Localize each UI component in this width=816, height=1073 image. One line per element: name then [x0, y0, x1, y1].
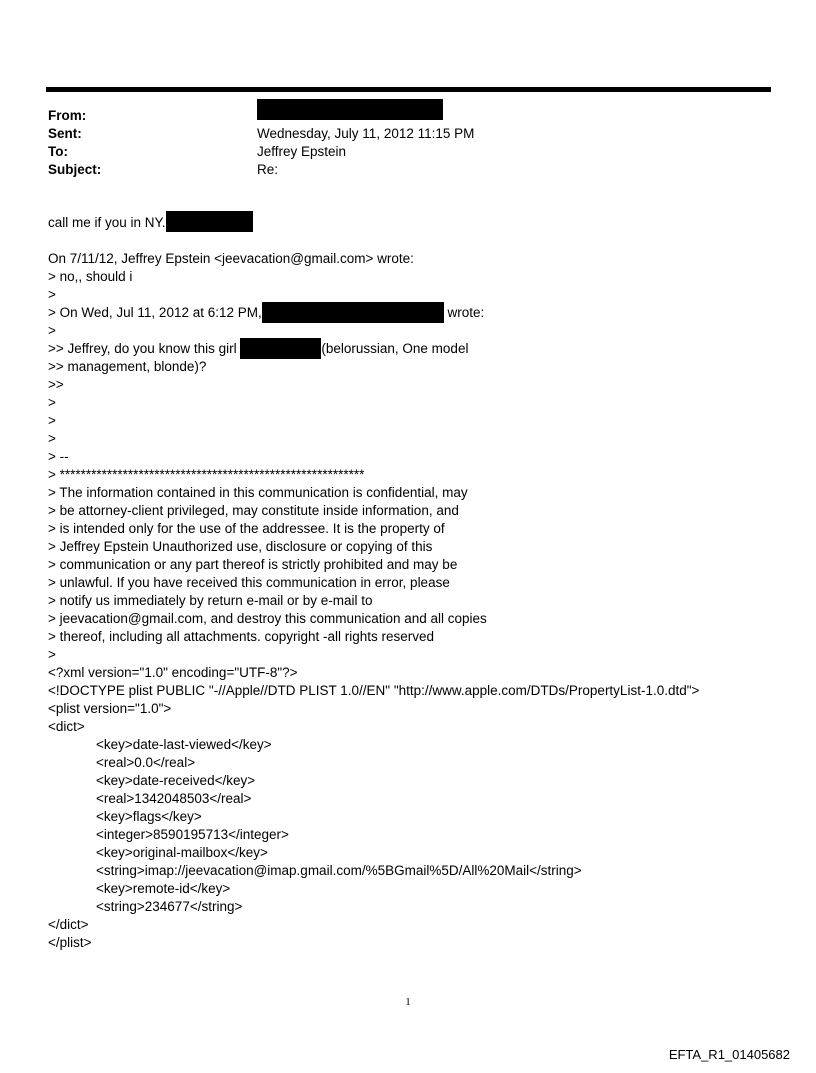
disclaimer-line: > thereof, including all attachments. copyright -all rights reserved — [48, 629, 435, 644]
wed-line-end: wrote: — [447, 305, 485, 320]
plist-close: </plist> — [48, 935, 92, 950]
xml-declaration: <?xml version="1.0" encoding="UTF-8"?> — [48, 665, 298, 680]
plist-open: <plist version="1.0"> — [48, 701, 172, 716]
quote-marker-double: >> — [48, 377, 64, 392]
redaction-block — [240, 338, 321, 359]
dict-entry: <real>0.0</real> — [96, 755, 196, 770]
disclaimer-line: > communication or any part thereof is strictly prohibited and may be — [48, 557, 458, 572]
subject-label: Subject: — [48, 162, 102, 177]
to-row — [48, 143, 748, 161]
subject-row — [48, 161, 748, 179]
quote-marker: > — [48, 647, 56, 662]
sent-row — [48, 125, 748, 143]
dict-entry: <integer>8590195713</integer> — [96, 827, 289, 842]
redaction-block — [262, 302, 444, 323]
document-id: EFTA_R1_01405682 — [668, 1047, 790, 1062]
question-line-1 — [48, 340, 778, 358]
redaction-block — [166, 211, 253, 232]
dict-entry: <real>1342048503</real> — [96, 791, 252, 806]
to-value: Jeffrey Epstein — [257, 144, 347, 159]
quote-marker: > — [48, 323, 56, 338]
from-row — [48, 107, 748, 125]
call-line-text: call me if you in NY. — [48, 215, 166, 230]
quote-marker: > — [48, 413, 56, 428]
dict-entry: <key>flags</key> — [96, 809, 202, 824]
dict-entry: <string>234677</string> — [96, 899, 243, 914]
dict-entry: <string>imap://jeevacation@imap.gmail.com/%5BGmail%5D/All%20Mail</string> — [96, 863, 582, 878]
disclaimer-line: > notify us immediately by return e-mail or by e-mail to — [48, 593, 373, 608]
quote-marker: > — [48, 431, 56, 446]
spacer — [48, 232, 778, 250]
redaction-block — [257, 99, 443, 120]
disclaimer-line: > be attorney-client privileged, may constitute inside information, and — [48, 503, 459, 518]
quote-marker: > — [48, 287, 56, 302]
reply-line: > no,, should i — [48, 269, 133, 284]
disclaimer-line: > The information contained in this communication is confidential, may — [48, 485, 468, 500]
signature-dash: > -- — [48, 449, 69, 464]
dict-entry: <key>date-last-viewed</key> — [96, 737, 272, 752]
sent-label: Sent: — [48, 126, 82, 141]
to-label: To: — [48, 144, 68, 159]
email-body — [48, 214, 778, 952]
sent-value: Wednesday, July 11, 2012 11:15 PM — [257, 126, 475, 141]
header-rule — [46, 87, 771, 92]
quote-marker: > — [48, 395, 56, 410]
from-value-redacted — [257, 107, 443, 125]
disclaimer-line: > is intended only for the use of the addressee. It is the property of — [48, 521, 445, 536]
call-line — [48, 214, 778, 232]
disclaimer-line: > Jeffrey Epstein Unauthorized use, disclosure or copying of this — [48, 539, 433, 554]
plist-doctype: <!DOCTYPE plist PUBLIC "-//Apple//DTD PLIST 1.0//EN" "http://www.apple.com/DTDs/PropertyList-1.0.dtd"> — [48, 683, 700, 698]
wed-line-start: > On Wed, Jul 11, 2012 at 6:12 PM, — [48, 305, 262, 320]
wed-line — [48, 304, 778, 322]
dict-entry: <key>date-received</key> — [96, 773, 256, 788]
stars-line: > ********************************************************** — [48, 467, 365, 482]
from-label: From: — [48, 108, 87, 123]
page-number: 1 — [405, 996, 411, 1008]
question-line-1-start: >> Jeffrey, do you know this girl — [48, 341, 237, 356]
subject-value: Re: — [257, 162, 279, 177]
dict-close: </dict> — [48, 917, 89, 932]
quoted-intro: On 7/11/12, Jeffrey Epstein <jeevacation@gmail.com> wrote: — [48, 251, 414, 266]
dict-open: <dict> — [48, 719, 85, 734]
email-header — [48, 107, 748, 179]
disclaimer-line: > jeevacation@gmail.com, and destroy this communication and all copies — [48, 611, 487, 626]
question-line-2: >> management, blonde)? — [48, 359, 207, 374]
dict-entry: <key>original-mailbox</key> — [96, 845, 268, 860]
question-line-1-end: (belorussian, One model — [321, 341, 469, 356]
dict-entry: <key>remote-id</key> — [96, 881, 231, 896]
disclaimer-line: > unlawful. If you have received this communication in error, please — [48, 575, 450, 590]
